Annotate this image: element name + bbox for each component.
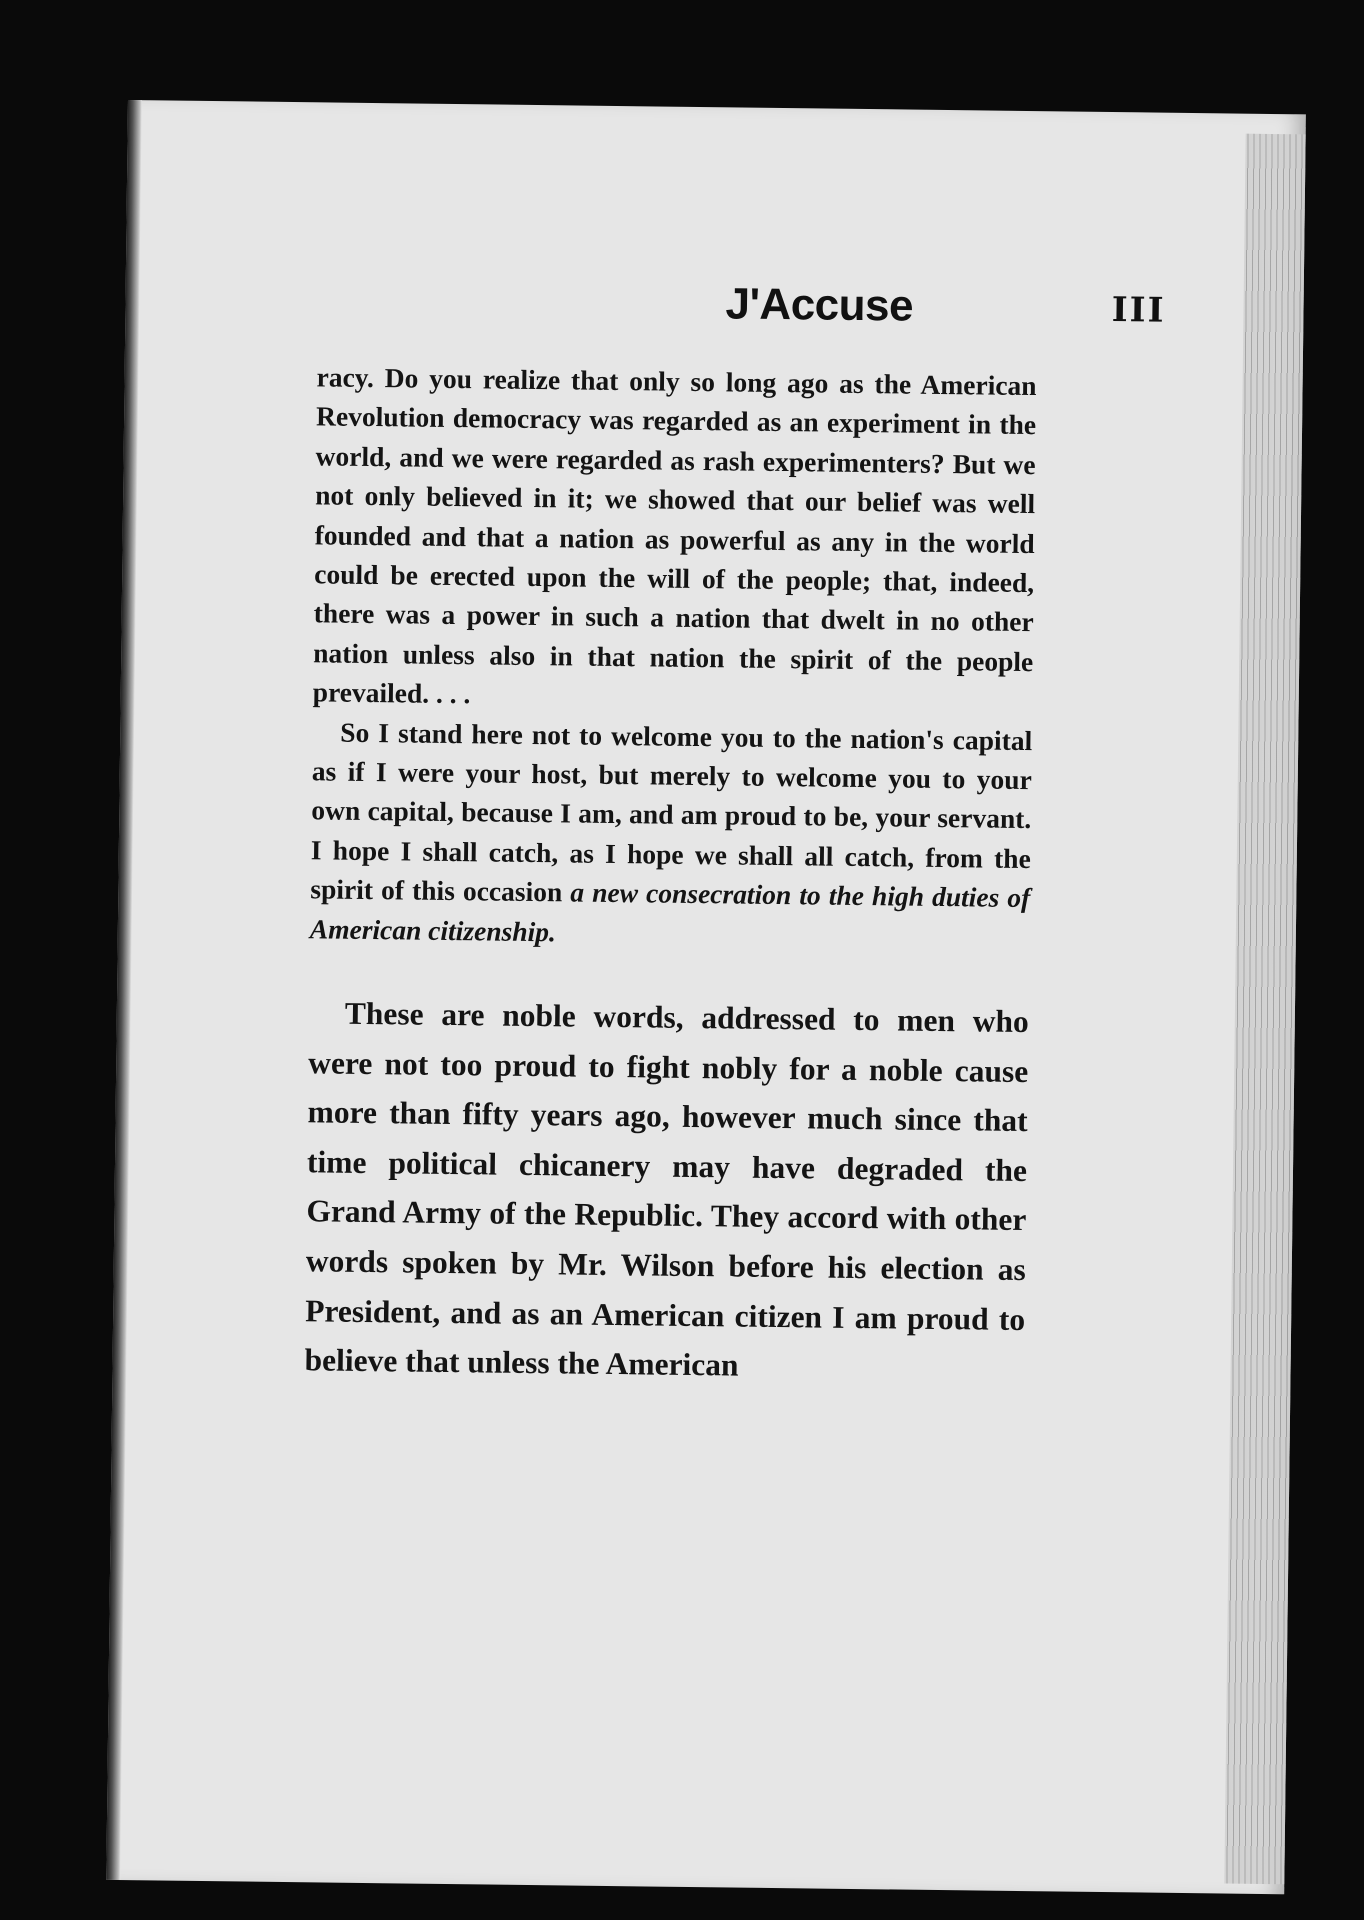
quote-paragraph-2-text: So I stand here not to welcome you to the nation's capital as if I were your host, but merely to welcome you to your own capital, because I am, and am proud to be, your servant. I hope I shall catch, as I hope we shall all catch, from the spirit of this occasion <box>310 716 1033 908</box>
book-page <box>106 100 1306 1894</box>
running-title: J'Accuse <box>725 279 914 331</box>
quote-paragraph-1: racy. Do you realize that only so long ago as the American Revolution democracy was regarded as an experiment in the world, and we were regarded as rash experimenters? But we not only believed in it; we showed that our belief was well founded and that a nation as powerful as any in the world could be erected upon the will of the people; that, indeed, there was a power in such a nation that dwelt in no other nation unless also in that nation the spirit of the people prevailed. . . . <box>312 361 1037 710</box>
book-spine <box>106 100 142 1880</box>
quoted-speech <box>310 357 1037 957</box>
quote-paragraph-2-emphasis: a new consecration to the high duties of American citizenship. <box>309 876 1031 947</box>
page-header <box>325 274 1226 349</box>
page-number: III <box>1111 290 1166 331</box>
page-edge <box>1224 134 1305 1885</box>
quote-paragraph-2 <box>310 712 1033 957</box>
page-body <box>304 357 1037 1394</box>
commentary <box>304 988 1029 1394</box>
commentary-paragraph: These are noble words, addressed to men who were not too proud to fight nobly for a noble cause more than fifty years ago, however much since that time political chicanery may have degraded the Grand Army of the Republic. They accord with other words spoken by Mr. Wilson before his election as President, and as an American citizen I am proud to believe that unless the American <box>304 995 1030 1383</box>
